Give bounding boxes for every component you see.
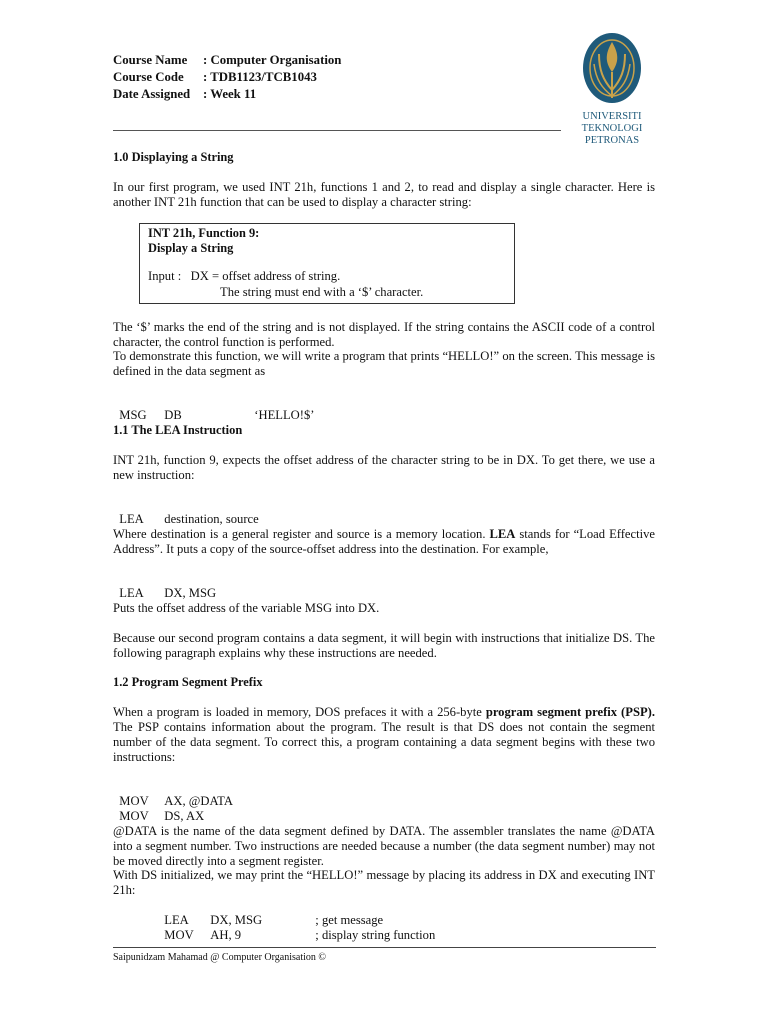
lea-syntax-line — [113, 497, 259, 527]
lea-desc-after: stands for “Load Effective Address”. It puts a copy of the source-offset address into the destination. For example, — [113, 527, 655, 556]
logo-line-1: UNIVERSITI — [582, 111, 642, 122]
mov1-args: AX, @DATA — [164, 794, 233, 808]
section-1-1-p3: Puts the offset address of the variable MSG into DX. — [113, 601, 380, 615]
course-code-value: : TDB1123/TCB1043 — [203, 70, 317, 84]
course-name-value: : Computer Organisation — [203, 53, 342, 67]
course-code-label: Course Code — [113, 70, 184, 84]
course-code-row — [113, 70, 317, 85]
lea-desc-before: Where destination is a general register and source is a memory location. — [113, 527, 490, 541]
lea-example-op: LEA — [119, 586, 144, 600]
function-9-box — [139, 223, 515, 304]
code-1-op: LEA — [164, 913, 189, 927]
mov2-op: MOV — [119, 809, 149, 823]
psp-after: The PSP contains information about the program. The result is that DS does not contain the segment number of the data segment. To correct this, a program containing a data segment begins with these two instructions: — [113, 720, 655, 764]
msg-col-3: ‘HELLO!$’ — [254, 408, 315, 422]
code-2-op: MOV — [164, 928, 194, 942]
section-1-1-p1: INT 21h, function 9, expects the offset address of the character string to be in DX. To get there, we use a new instruction: — [113, 453, 655, 482]
section-1-1-p2 — [113, 527, 655, 557]
date-assigned-value: : Week 11 — [203, 87, 257, 101]
lea-example-line — [113, 571, 216, 601]
section-1-2-p2: @DATA is the name of the data segment defined by DATA. The assembler translates the name @DATA into a segment number. Two instructions are needed because a number (the data segment number) may not be moved directly into a segment register. — [113, 824, 655, 868]
msg-col-1: MSG — [119, 408, 147, 422]
msg-db-line — [113, 393, 314, 423]
logo-line-2: TEKNOLOGI — [581, 123, 643, 134]
footer-text: Saipunidzam Mahamad @ Computer Organisation © — [113, 952, 326, 963]
course-name-label: Course Name — [113, 53, 188, 67]
lea-syntax-args: destination, source — [164, 512, 259, 526]
psp-before: When a program is loaded in memory, DOS prefaces it with a 256-byte — [113, 705, 486, 719]
mov-ds-line — [113, 794, 204, 824]
section-1-2-p1 — [113, 705, 655, 765]
course-name-row — [113, 53, 341, 68]
box-title-line-2: Display a String — [148, 241, 234, 255]
date-assigned-row — [113, 87, 256, 102]
para-dollar: The ‘$’ marks the end of the string and is not displayed. If the string contains the ASCII code of a control character, the control function is performed. — [113, 320, 655, 349]
section-1-0-intro: In our first program, we used INT 21h, functions 1 and 2, to read and display a single character. Here is another INT 21h function that can be used to display a character string: — [113, 180, 655, 209]
section-1-1-heading: 1.1 The LEA Instruction — [113, 423, 243, 437]
box-input-line-2: The string must end with a ‘$’ character. — [220, 285, 424, 299]
lea-example-args: DX, MSG — [164, 586, 217, 600]
code-2-comment: ; display string function — [315, 928, 436, 942]
mov1-op: MOV — [119, 794, 149, 808]
para-demo: To demonstrate this function, we will write a program that prints “HELLO!” on the screen. This message is defined in the data segment as — [113, 349, 655, 378]
header-rule — [113, 130, 561, 131]
code-2-arg: AH, 9 — [210, 928, 242, 942]
section-1-2-p3: With DS initialized, we may print the “HELLO!” message by placing its address in DX and executing INT 21h: — [113, 868, 655, 897]
footer-rule — [113, 947, 656, 948]
utp-logo — [572, 28, 652, 152]
mov2-args: DS, AX — [164, 809, 205, 823]
lea-syntax-op: LEA — [119, 512, 144, 526]
date-assigned-label: Date Assigned — [113, 87, 191, 101]
lea-desc-bold: LEA — [489, 527, 516, 541]
code-1-arg: DX, MSG — [210, 913, 263, 927]
logo-line-3: PETRONAS — [584, 135, 640, 146]
box-title-line-1: INT 21h, Function 9: — [148, 226, 260, 240]
psp-bold: program segment prefix (PSP). — [485, 705, 655, 719]
msg-col-2: DB — [164, 408, 182, 422]
code-line-2 — [158, 913, 435, 943]
section-1-2-heading: 1.2 Program Segment Prefix — [113, 675, 263, 689]
utp-logo-emblem-icon — [572, 28, 652, 148]
box-input-line: Input : DX = offset address of string. — [148, 269, 341, 283]
section-1-1-p4: Because our second program contains a data segment, it will begin with instructions that initialize DS. The following paragraph explains why these instructions are needed. — [113, 631, 655, 660]
code-1-comment: ; get message — [315, 913, 384, 927]
section-1-0-heading: 1.0 Displaying a String — [113, 150, 234, 164]
